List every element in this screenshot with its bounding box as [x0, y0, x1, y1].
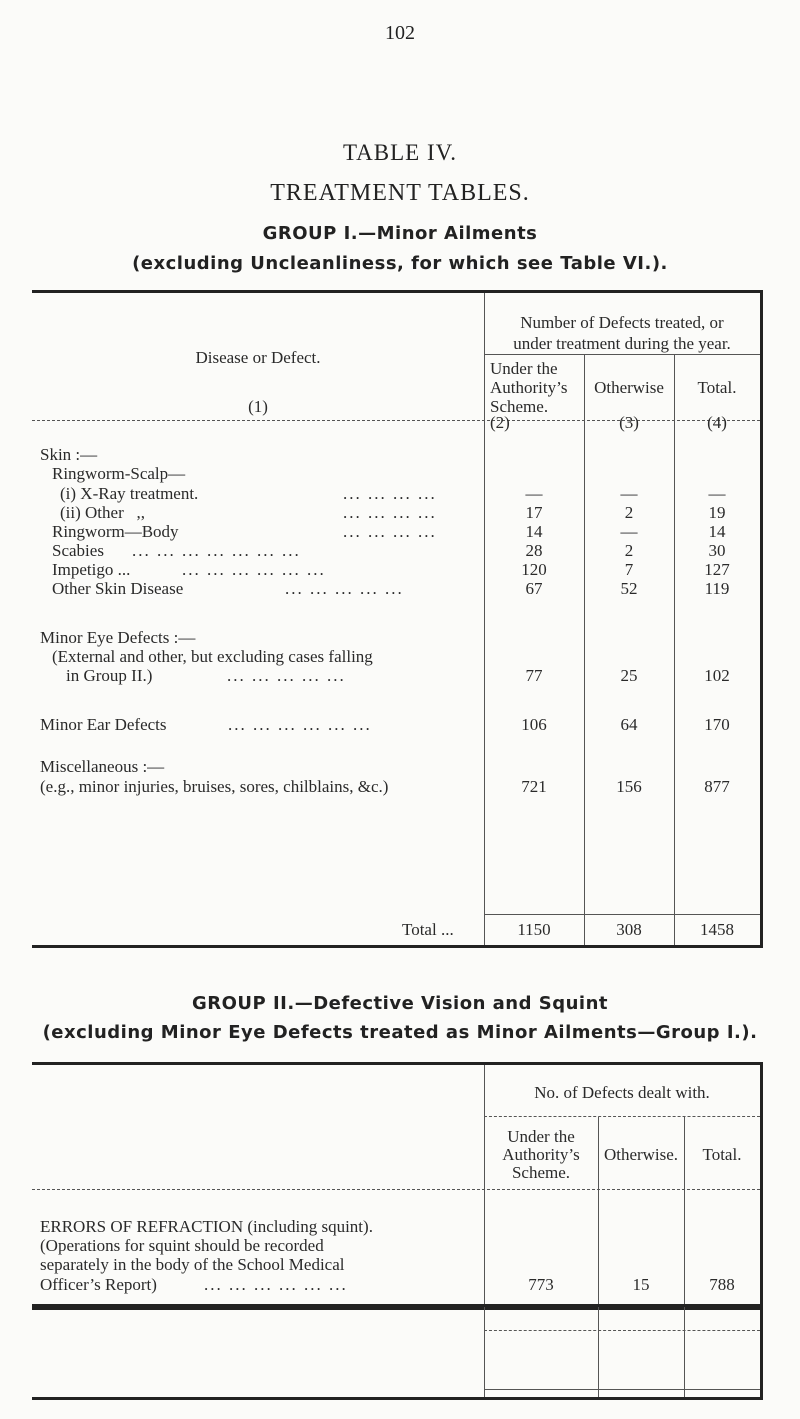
- group1-subheading: (excluding Uncleanliness, for which see Table VI.).: [132, 253, 668, 274]
- cell-otherwise: 156: [616, 777, 642, 796]
- page-number: 102: [385, 22, 415, 44]
- header-total-num: (4): [707, 413, 727, 432]
- cell-otherwise: —: [620, 522, 638, 541]
- ringworm-scalp-label: Ringworm-Scalp—: [52, 464, 186, 483]
- header-total: Total.: [702, 1145, 742, 1164]
- cell-total: 102: [704, 666, 730, 685]
- errors-line: ERRORS OF REFRACTION (including squint).: [40, 1217, 373, 1236]
- row-label: Ringworm—Body: [52, 522, 179, 541]
- cell-otherwise: 2: [624, 503, 634, 522]
- row-label: (e.g., minor injuries, bruises, sores, chilblains, &c.): [40, 777, 389, 796]
- header-scheme-line3: Scheme.: [511, 1163, 571, 1182]
- cell-otherwise: —: [620, 484, 638, 503]
- table-title: TABLE IV.: [342, 140, 458, 165]
- cell-total: 19: [708, 503, 726, 522]
- row-dots: ... ... ... ... ... ... ...: [132, 541, 301, 560]
- row-dots: ... ... ... ... ...: [285, 579, 404, 598]
- row-dots: ... ... ... ... ... ...: [182, 560, 326, 579]
- total-otherwise: 308: [616, 920, 642, 939]
- group2-subheading: (excluding Minor Eye Defects treated as Minor Ailments—Group I.).: [42, 1022, 758, 1043]
- row-label: Other Skin Disease: [52, 579, 184, 598]
- header-otherwise: Otherwise: [594, 378, 664, 397]
- misc-label: Miscellaneous :—: [40, 757, 165, 776]
- header-scheme-line2: Authority’s: [502, 1145, 580, 1164]
- minor-eye-detail: (External and other, but excluding cases falling: [52, 647, 373, 666]
- cell-otherwise: 15: [632, 1275, 650, 1294]
- table-subtitle: TREATMENT TABLES.: [270, 180, 530, 206]
- cell-scheme: 773: [528, 1275, 554, 1294]
- header-otherwise: Otherwise.: [603, 1145, 679, 1164]
- header-scheme-line3: Scheme.: [490, 397, 549, 416]
- row-label: (ii) Other ,,: [60, 503, 145, 522]
- row-label: Scabies: [52, 541, 104, 560]
- cell-total: 170: [704, 715, 730, 734]
- row-label: Officer’s Report): [40, 1275, 157, 1294]
- header-disease: Disease or Defect.: [195, 348, 321, 367]
- header-scheme-num: (2): [490, 413, 510, 432]
- cell-scheme: 17: [525, 503, 543, 522]
- header-scheme-line1: Under the: [490, 359, 558, 378]
- cell-otherwise: 64: [620, 715, 638, 734]
- group2-heading: GROUP II.—Defective Vision and Squint: [191, 993, 609, 1014]
- cell-otherwise: 52: [620, 579, 638, 598]
- header-group-line2: under treatment during the year.: [513, 334, 731, 353]
- row-label: (i) X-Ray treatment.: [60, 484, 199, 503]
- row-dots: ... ... ... ... ... ...: [204, 1275, 348, 1294]
- cell-scheme: 120: [521, 560, 547, 579]
- cell-total: 877: [704, 777, 730, 796]
- cell-otherwise: 2: [624, 541, 634, 560]
- total-total: 1458: [700, 920, 734, 939]
- minor-eye-label: Minor Eye Defects :—: [40, 628, 196, 647]
- cell-scheme: 721: [521, 777, 547, 796]
- header-scheme-line2: Authority’s: [490, 378, 568, 397]
- total-label: Total ...: [402, 920, 454, 939]
- row-dots: ... ... ... ...: [343, 522, 437, 541]
- cell-otherwise: 25: [620, 666, 638, 685]
- group1-heading: GROUP I.—Minor Ailments: [262, 223, 538, 244]
- row-label: Minor Ear Defects: [40, 715, 167, 734]
- errors-line: separately in the body of the School Medical: [40, 1255, 345, 1274]
- header-disease-num: (1): [248, 397, 268, 416]
- skin-label: Skin :—: [40, 445, 98, 464]
- cell-total: 30: [708, 541, 726, 560]
- cell-scheme: 77: [525, 666, 543, 685]
- cell-total: 14: [708, 522, 726, 541]
- cell-total: 127: [704, 560, 730, 579]
- header-group-line1: Number of Defects treated, or: [520, 313, 724, 332]
- row-dots: ... ... ... ...: [343, 503, 437, 522]
- cell-scheme: 14: [525, 522, 543, 541]
- row-label: in Group II.): [66, 666, 153, 685]
- row-dots: ... ... ... ... ... ...: [228, 715, 372, 734]
- errors-line: (Operations for squint should be recorded: [40, 1236, 324, 1255]
- header-otherwise-num: (3): [619, 413, 639, 432]
- row-label: Impetigo ...: [52, 560, 131, 579]
- total-scheme: 1150: [517, 920, 551, 939]
- cell-total: —: [708, 484, 726, 503]
- header-total: Total.: [697, 378, 737, 397]
- cell-scheme: 67: [525, 579, 543, 598]
- cell-scheme: 106: [521, 715, 547, 734]
- cell-scheme: 28: [525, 541, 543, 560]
- cell-otherwise: 7: [624, 560, 634, 579]
- group2-layout: [32, 1062, 760, 1397]
- row-dots: ... ... ... ... ...: [227, 666, 346, 685]
- header-scheme-line1: Under the: [507, 1127, 575, 1146]
- cell-total: 788: [709, 1275, 735, 1294]
- cell-scheme: —: [525, 484, 543, 503]
- cell-total: 119: [704, 579, 730, 598]
- row-dots: ... ... ... ...: [343, 484, 437, 503]
- header-group: No. of Defects dealt with.: [534, 1083, 710, 1102]
